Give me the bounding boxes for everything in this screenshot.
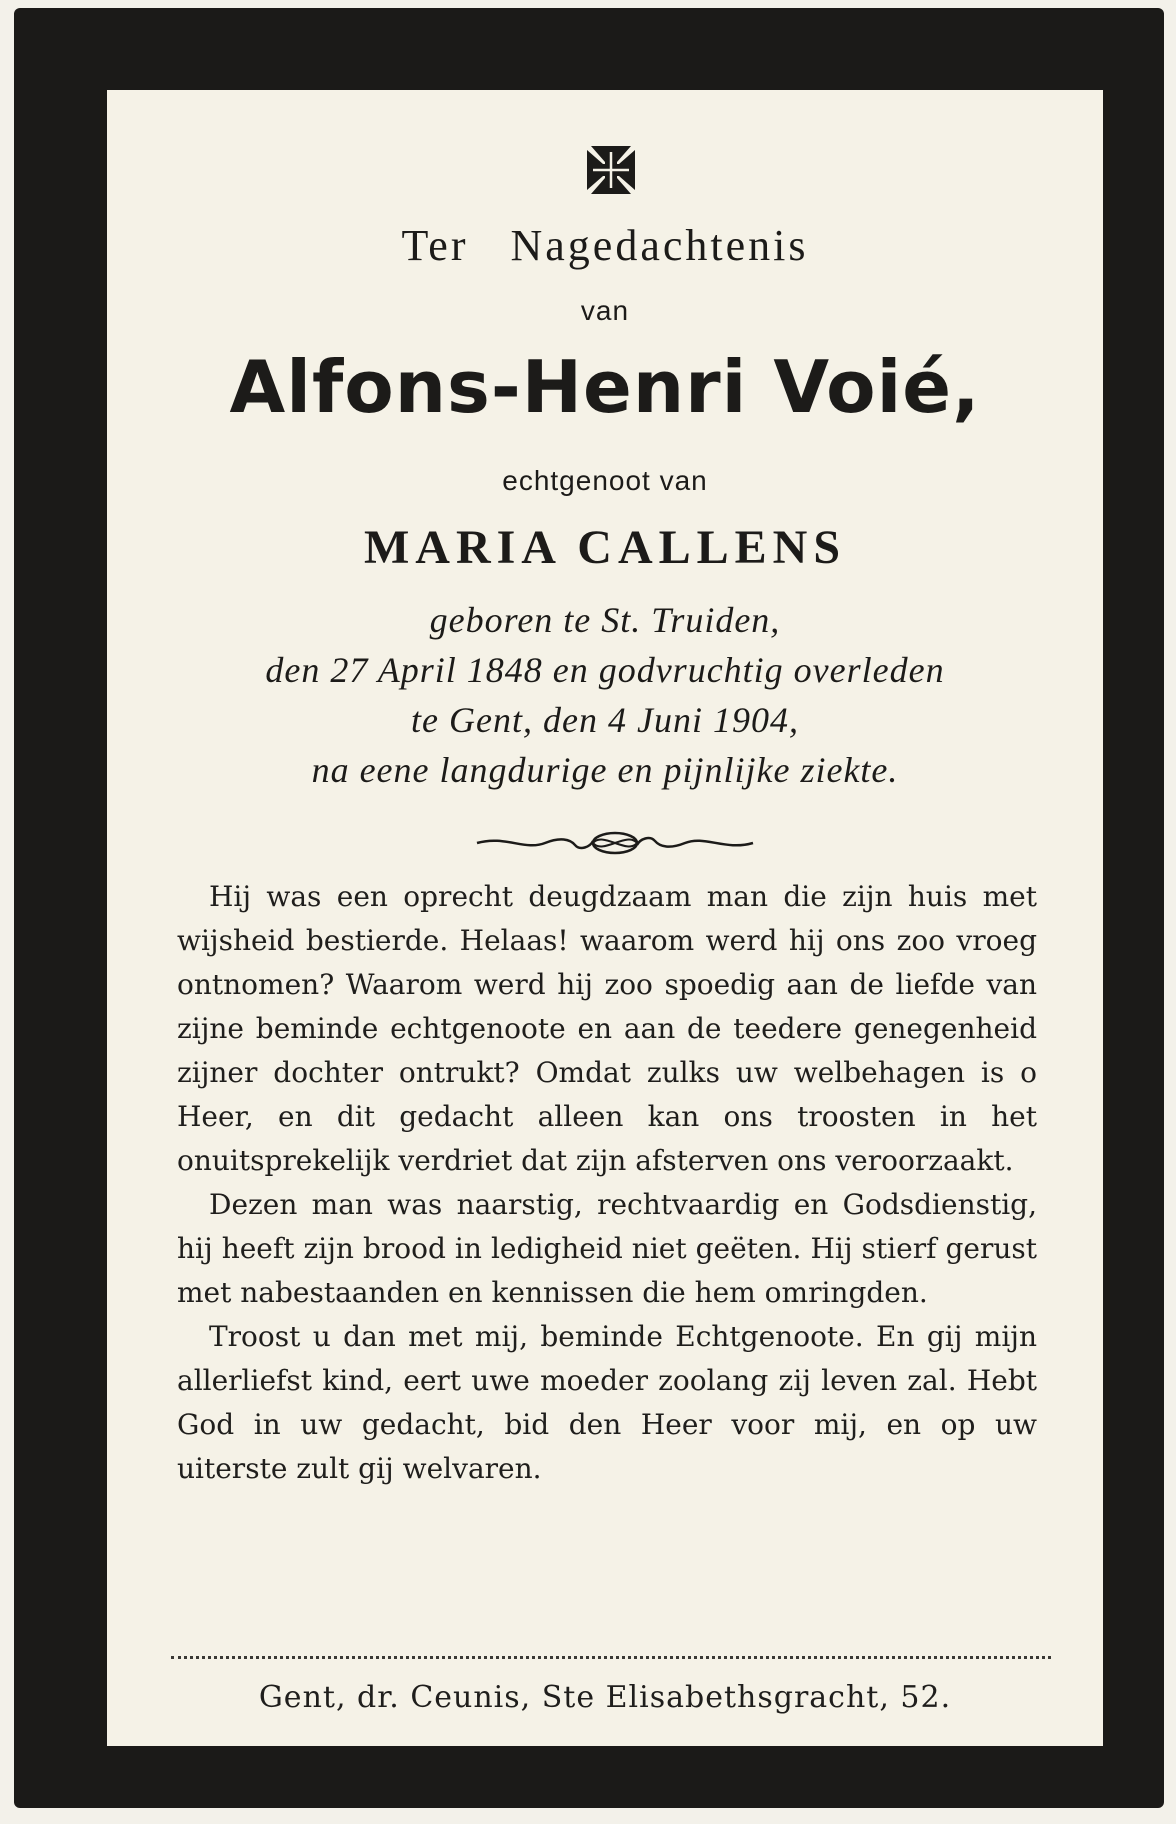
bio-line: na eene langdurige en pijnlijke ziekte. [311, 750, 899, 790]
flourish-divider-icon [475, 825, 755, 861]
spouse-name: MARIA CALLENS [363, 521, 847, 574]
heading [107, 220, 1103, 271]
mourning-card-border [14, 8, 1164, 1808]
paragraph: Troost u dan met mij, beminde Echtgenoote. En gij mijn allerliefst kind, eert uwe moeder zoolang zij leven zal. Hebt God in uw gedacht, bid den Heer voor mij, en op uw uiterste zult gij welvaren. [177, 1320, 1037, 1485]
printer-imprint: Gent, dr. Ceunis, Ste Elisabethsgracht, 52. [258, 1680, 952, 1715]
bio-line: den 27 April 1848 en godvruchtig overleden [265, 650, 945, 690]
memorial-card [107, 90, 1103, 1746]
memorial-text [177, 875, 1037, 1491]
heading-second-word: Nagedachtenis [510, 221, 809, 270]
bio-line: te Gent, den 4 Juni 1904, [411, 700, 799, 740]
paragraph: Hij was een oprecht deugdzaam man die zijn huis met wijsheid bestierde. Helaas! waarom werd hij ons zoo vroeg ontnomen? Waarom werd hij zoo spoedig aan de liefde van zijne beminde echtgenoote en aan de teedere genegenheid zijner dochter ontrukt? Omdat zulks uw welbehagen is o Heer, en dit gedacht alleen kan ons troosten in het onuitsprekelijk verdriet dat zijn afsterven ons veroorzaakt. [177, 880, 1037, 1177]
biography [107, 595, 1103, 795]
dotted-rule [171, 1656, 1051, 1659]
bio-line: geboren te St. Truiden, [429, 600, 781, 640]
spouse-of-label: echtgenoot van [502, 465, 708, 496]
cross-pattee-icon [583, 142, 639, 198]
heading-first-word: Ter [401, 221, 469, 270]
paragraph: Dezen man was naarstig, rechtvaardig en Godsdienstig, hij heeft zijn brood in ledigheid niet geëten. Hij stierf gerust met nabestaanden en kennissen die hem omringden. [177, 1188, 1037, 1309]
van-label: van [580, 295, 630, 326]
deceased-name: Alfons-Henri Voié, [229, 345, 981, 429]
